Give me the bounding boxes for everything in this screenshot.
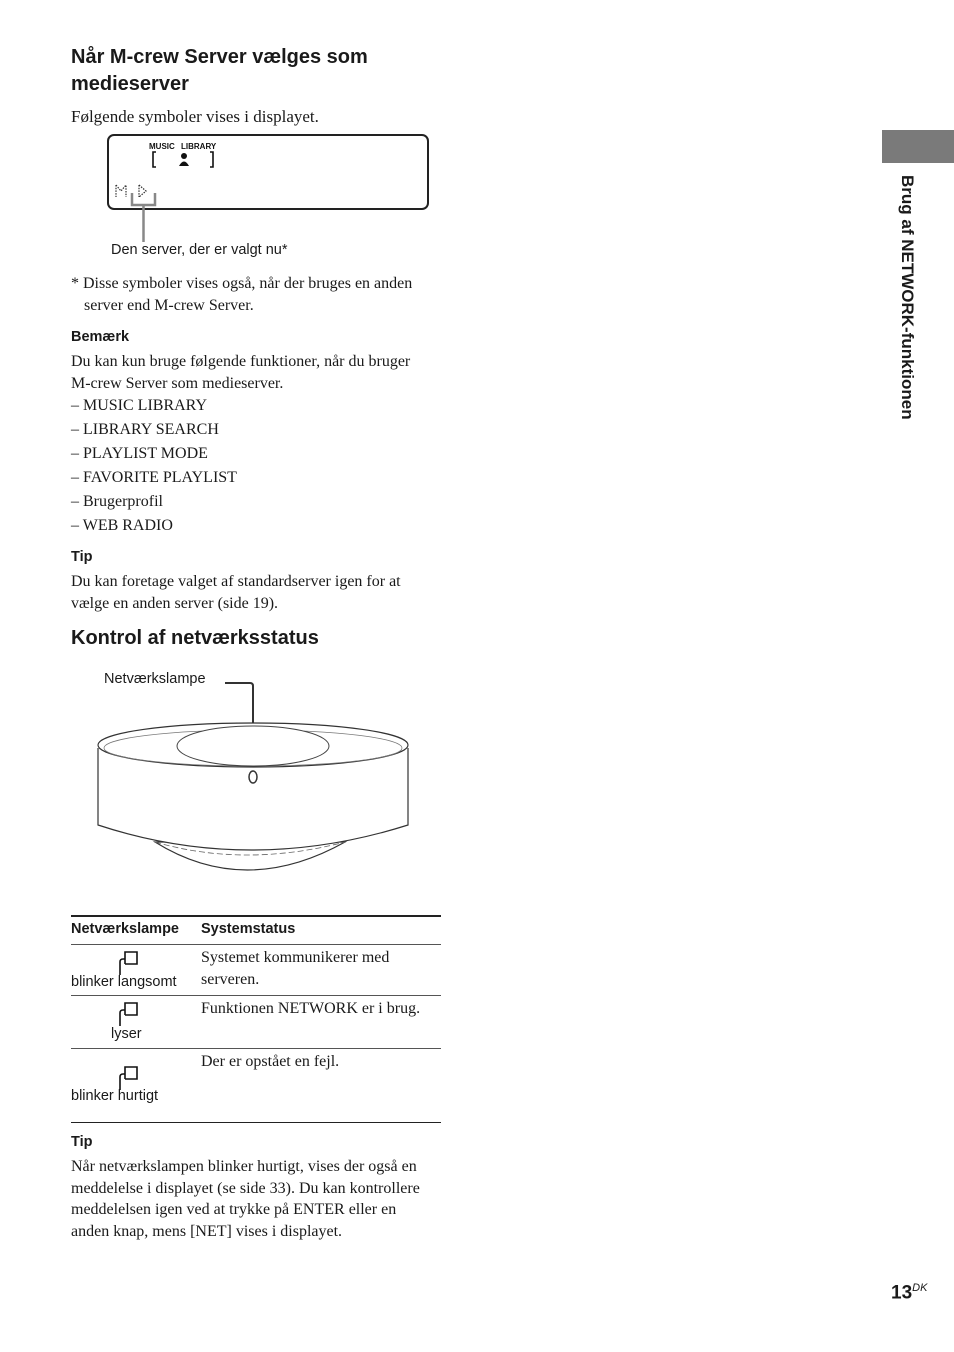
list-item: – PLAYLIST MODE — [71, 445, 208, 462]
figure-label: Netværkslampe — [104, 671, 206, 687]
status-table — [71, 915, 441, 1123]
display-illustration — [100, 130, 440, 255]
note-text: Du kan kun bruge følgende funktioner, når du bruger M-crew Server som medieserver. — [71, 353, 411, 392]
section-heading-network: Kontrol af netværksstatus — [71, 627, 319, 649]
list-item: – Brugerprofil — [71, 493, 163, 510]
note-title: Bemærk — [71, 329, 130, 345]
tip-title: Tip — [71, 1134, 93, 1150]
table-row: blinker hurtigt Der er opstået en fejl. — [71, 1049, 441, 1123]
network-lamp-icon — [249, 771, 257, 783]
tip-text: Når netværkslampen blinker hurtigt, vises der også en meddelelse i displayet (se side 33). Du kan kontrollere meddelelsen igen ved at trykke på ENTER eller en anden knap, mens [NET] vises i displayet. — [71, 1158, 420, 1240]
chapter-tab — [882, 130, 954, 163]
table-row: lyser Funktionen NETWORK er i brug. — [71, 996, 441, 1049]
device-illustration — [90, 670, 420, 885]
list-item: – WEB RADIO — [71, 517, 173, 534]
function-list — [71, 394, 237, 538]
network-lamp-icon — [118, 950, 140, 976]
display-callout: Den server, der er valgt nu* — [111, 242, 288, 258]
chapter-label: Brug af NETWORK-funktionen — [898, 175, 917, 420]
list-item: – MUSIC LIBRARY — [71, 397, 208, 414]
page-number: $13^{DK}$ — [891, 1282, 928, 1304]
library-label: LIBRARY — [181, 142, 217, 151]
music-label: MUSIC — [149, 142, 175, 151]
section-heading: Når M-crew Server vælges som medieserver — [71, 46, 368, 95]
table-header: Netværkslampe Systemstatus — [71, 917, 441, 945]
list-item: – LIBRARY SEARCH — [71, 421, 219, 438]
intro-text: Følgende symboler vises i displayet. — [71, 107, 319, 126]
tip-title: Tip — [71, 549, 93, 565]
footnote: * Disse symboler vises også, når der bruges en anden server end M-crew Server. — [71, 275, 413, 314]
network-lamp-icon — [118, 1001, 140, 1027]
list-item: – FAVORITE PLAYLIST — [71, 469, 237, 486]
tip-text: Du kan foretage valget af standardserver igen for at vælge en anden server (side 19). — [71, 573, 401, 612]
table-row: blinker langsomt Systemet kommunikerer med serveren. — [71, 945, 441, 996]
